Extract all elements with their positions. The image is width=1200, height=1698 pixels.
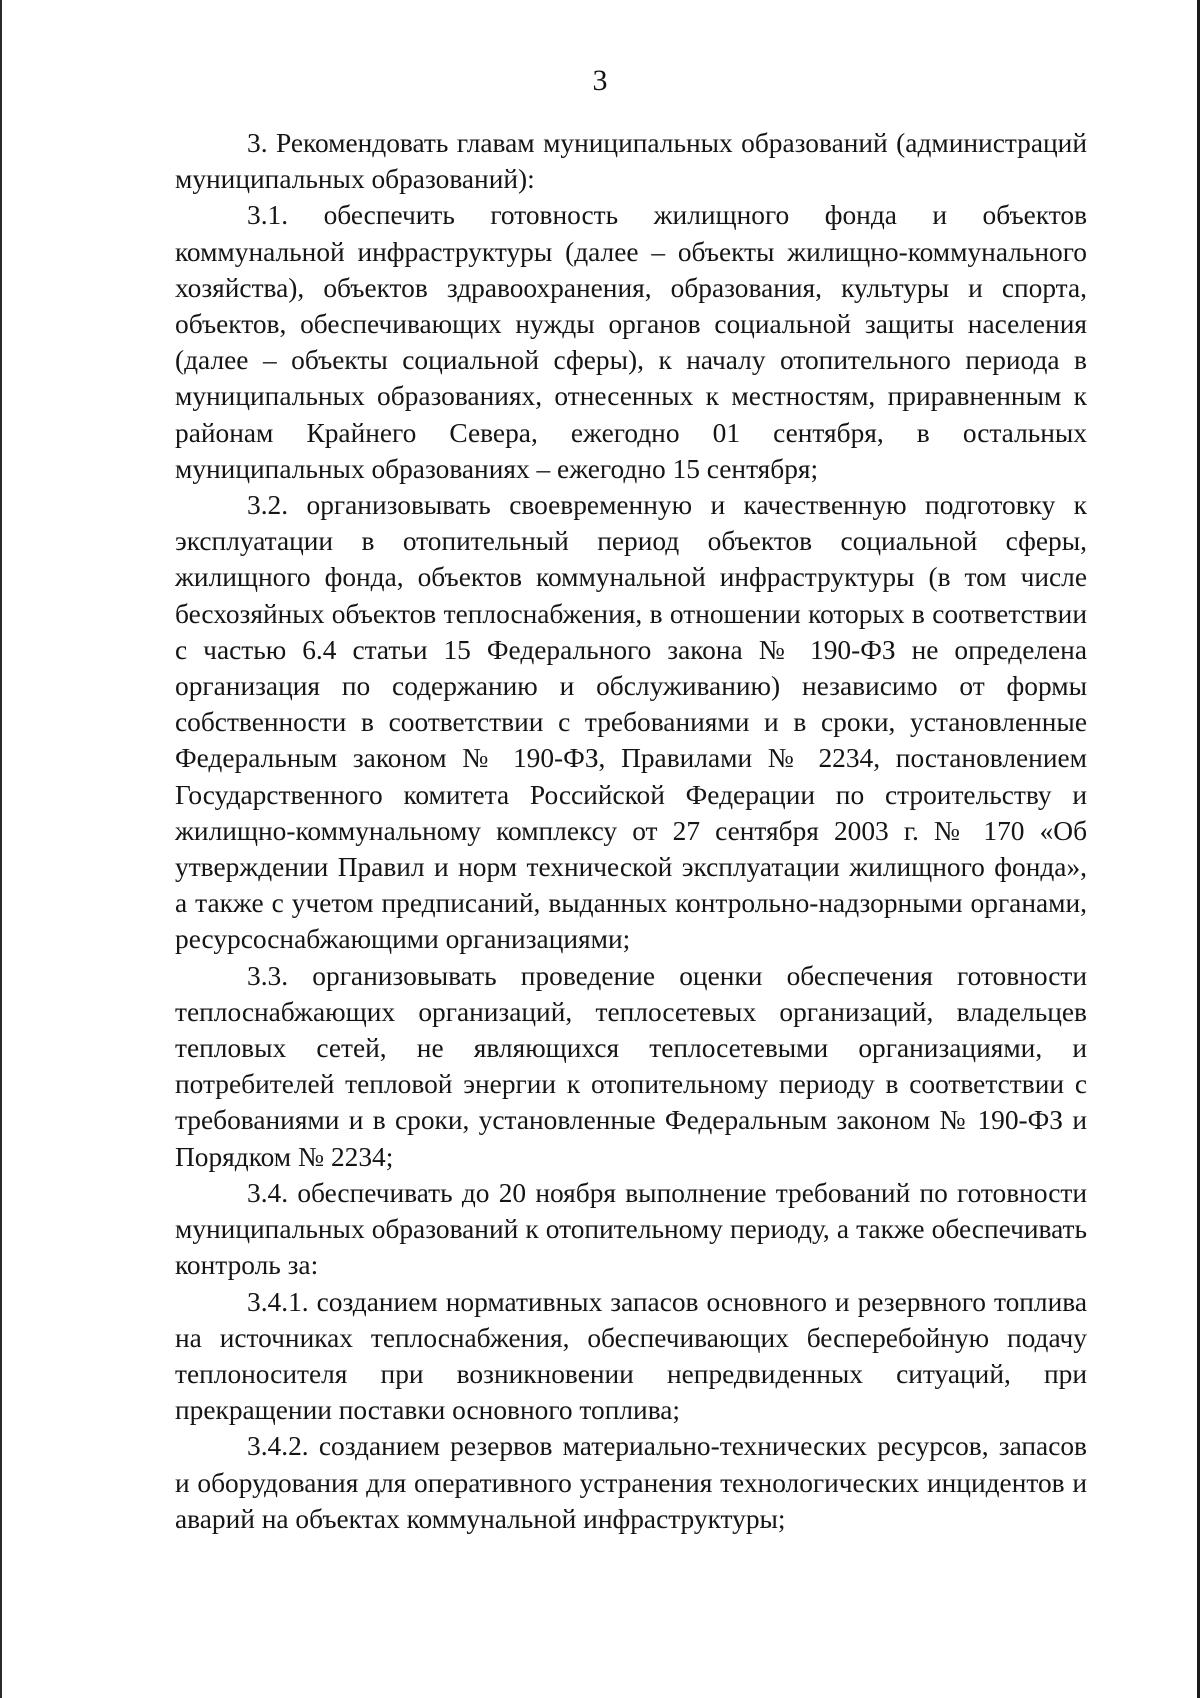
scan-edge-left — [0, 0, 2, 1698]
paragraph-3-4-1: 3.4.1. созданием нормативных запасов основного и резервного топлива на источниках теплоснабжения, обеспечивающих бесперебойную подачу теплоносителя при возникновении непредвиденных ситуаций, при прекращении поставки основного топлива; — [175, 1286, 1087, 1426]
paragraph-3-4-2: 3.4.2. созданием резервов материально-технических ресурсов, запасов и оборудования для оперативного устранения технологических инцидентов и аварий на объектах коммунальной инфраструктуры; — [175, 1431, 1087, 1534]
page-number: 3 — [592, 64, 608, 97]
document-body — [175, 125, 1087, 1537]
paragraph-3-3: 3.3. организовывать проведение оценки обеспечения готовности теплоснабжающих организаций, теплосетевых организаций, владельцев тепловых сетей, не являющихся теплосетевыми организациями, и потребителей тепловой энергии к отопительному периоду в соответствии с требованиями и в сроки, установленные Федеральным законом № 190-ФЗ и Порядком № 2234; — [175, 960, 1087, 1172]
paragraph-3-4: 3.4. обеспечивать до 20 ноября выполнение требований по готовности муниципальных образований к отопительному периоду, а также обеспечивать контроль за: — [175, 1177, 1087, 1281]
paragraph-3-1: 3.1. обеспечить готовность жилищного фонда и объектов коммунальной инфраструктуры (далее – объекты жилищно-коммунального хозяйства), объектов здравоохранения, образования, культуры и спорта, объектов, обеспечивающих нужды органов социальной защиты населения (далее – объекты социальной сферы), к началу отопительного периода в муниципальных образованиях, отнесенных к местностям, приравненным к районам Крайнего Севера, ежегодно 01 сентября, в остальных муниципальных образованиях – ежегодно 15 сентября; — [175, 200, 1087, 484]
paragraph-3: 3. Рекомендовать главам муниципальных образований (администраций муниципальных образований): — [175, 128, 1087, 195]
paragraph-3-2: 3.2. организовывать своевременную и качественную подготовку к эксплуатации в отопительный период объектов социальной сферы, жилищного фонда, объектов коммунальной инфраструктуры (в том числе бесхозяйных объектов теплоснабжения, в отношении которых в соответствии с частью 6.4 статьи 15 Федерального закона № 190-ФЗ не определена организация по содержанию и обслуживанию) независимо от формы собственности в соответствии с требованиями и в сроки, установленные Федеральным законом № 190-ФЗ, Правилами № 2234, постановлением Государственного комитета Российской Федерации по строительству и жилищно-коммунальному комплексу от 27 сентября 2003 г. № 170 «Об утверждении Правил и норм технической эксплуатации жилищного фонда», а также с учетом предписаний, выданных контрольно-надзорными органами, ресурсоснабжающими организациями; — [175, 490, 1087, 955]
